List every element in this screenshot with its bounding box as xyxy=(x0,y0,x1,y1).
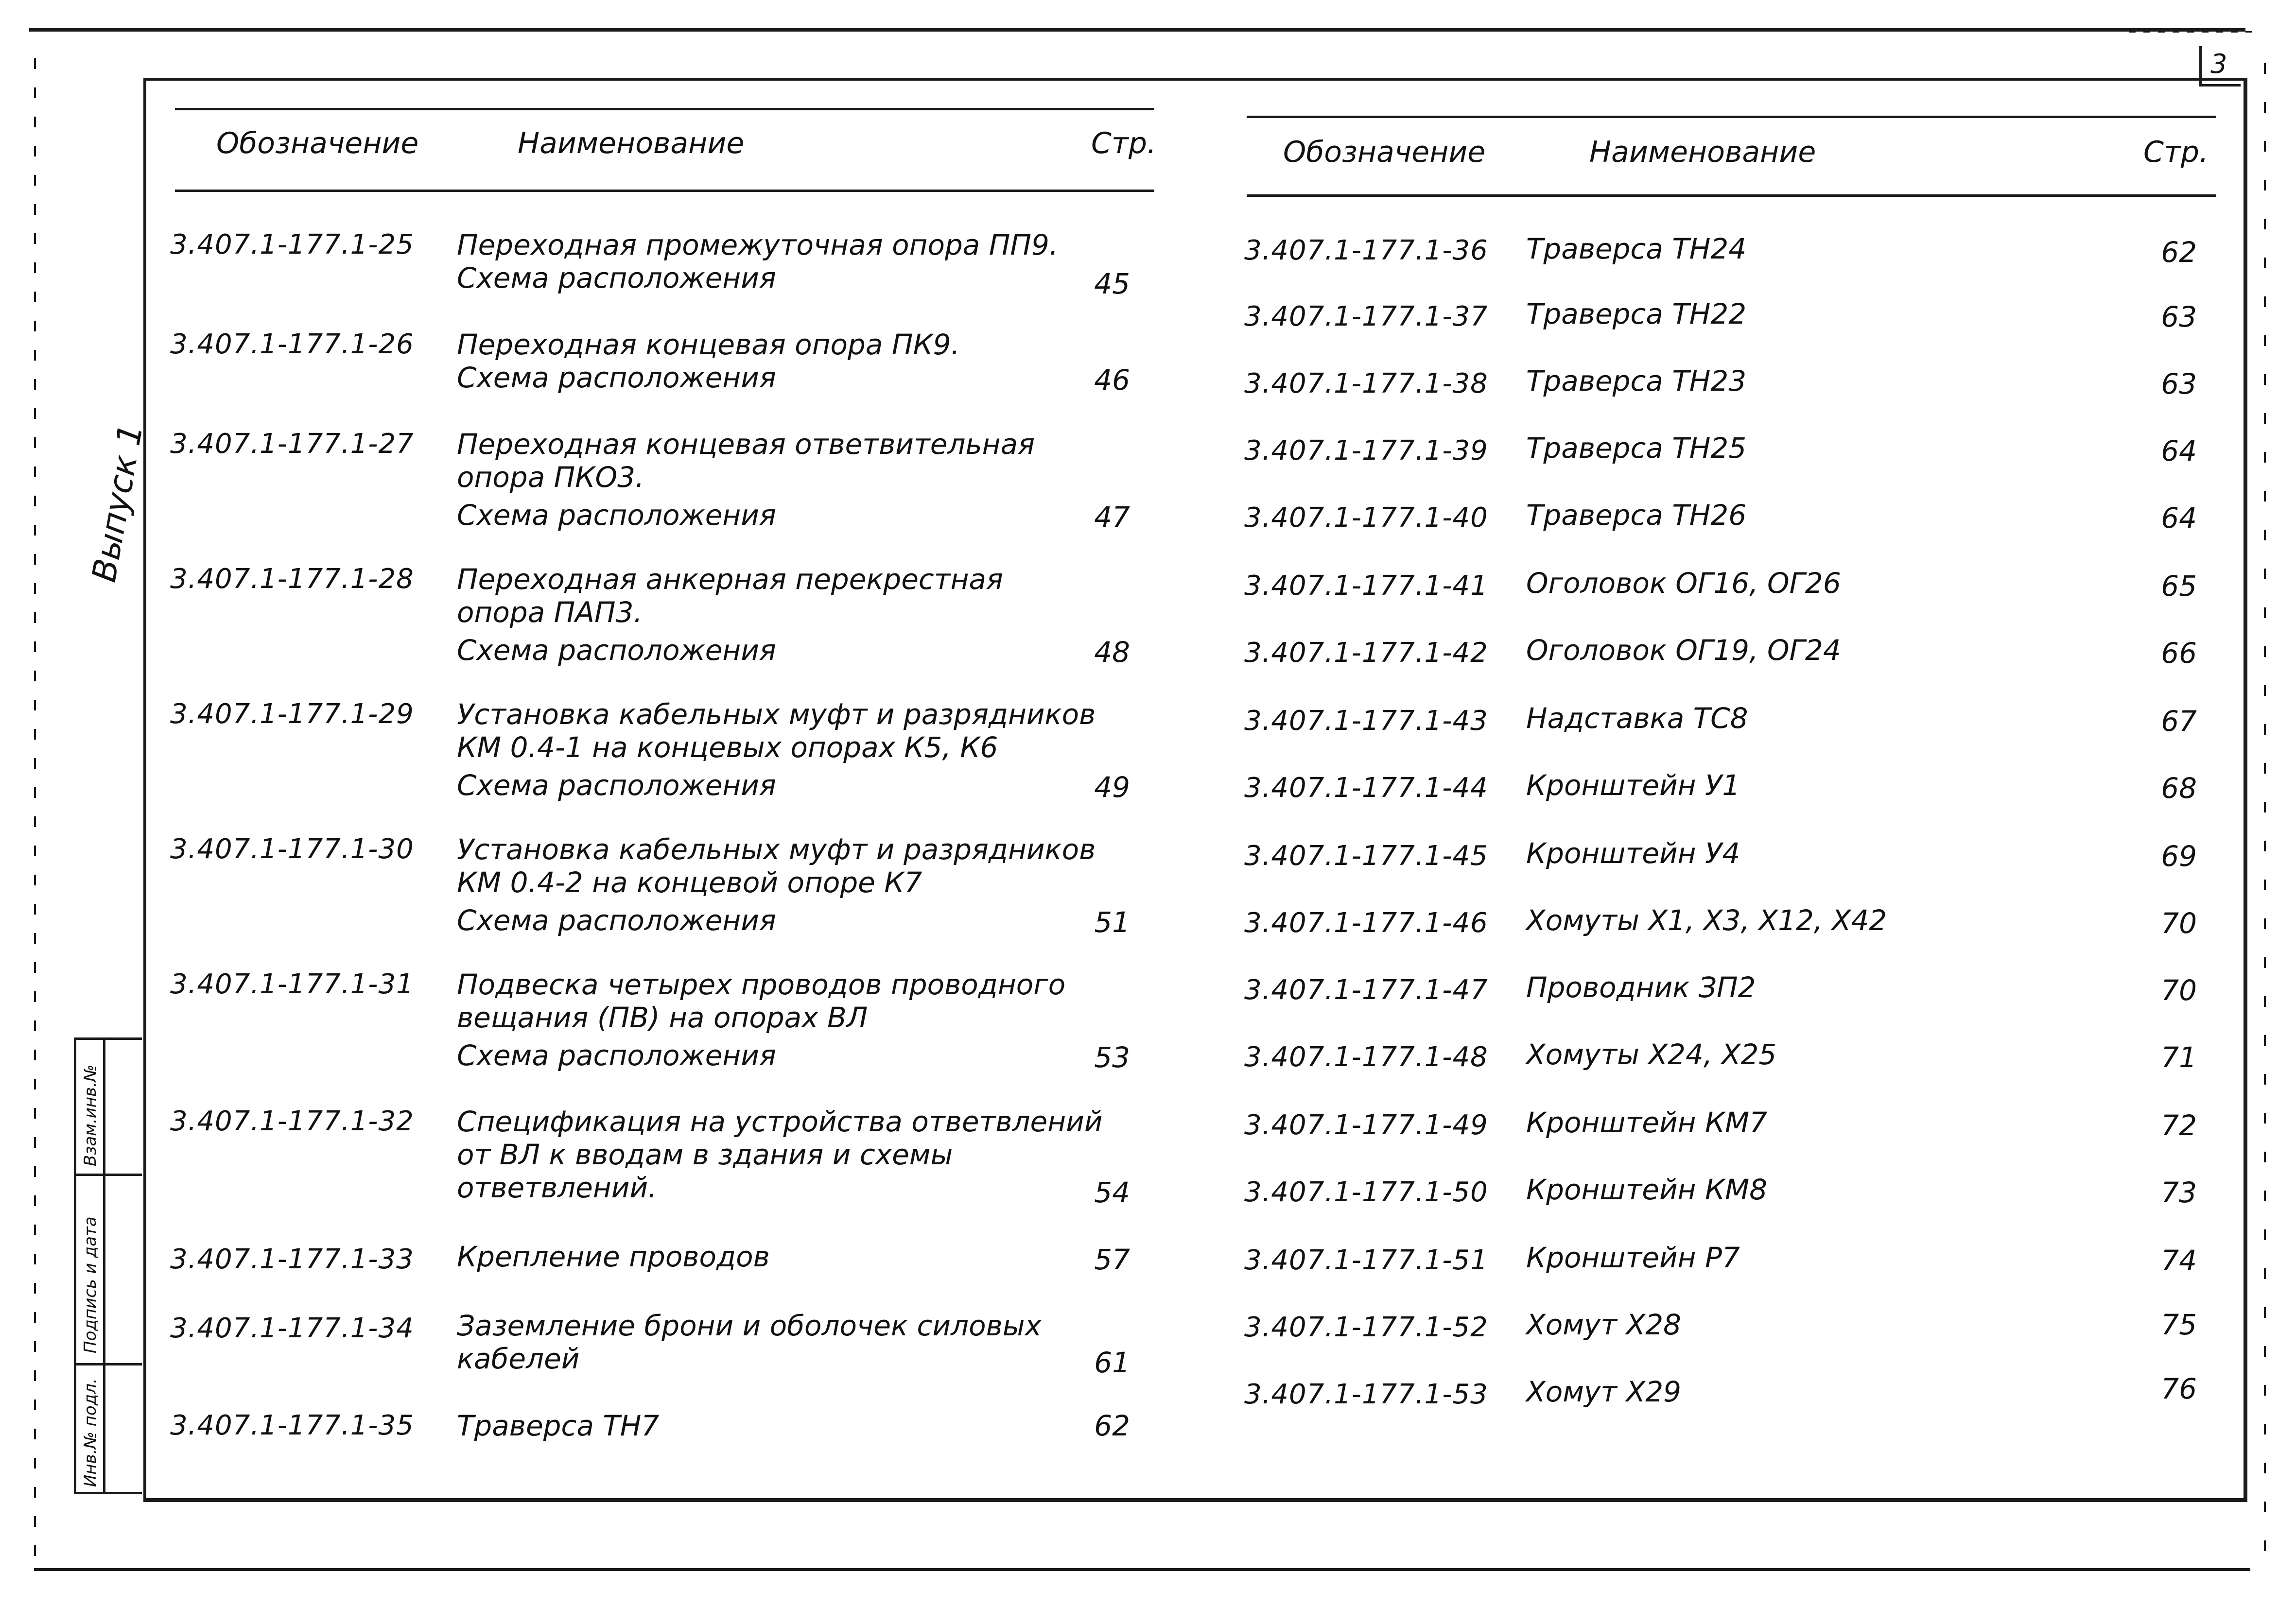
right-header-bottom-rule xyxy=(1247,194,2216,197)
table-row-name-line: Схема расположения xyxy=(457,1039,776,1072)
table-row-page: 67 xyxy=(2161,705,2197,738)
table-row-code: 3.407.1-177.1-33 xyxy=(170,1244,414,1275)
table-row-page: 57 xyxy=(1094,1243,1130,1276)
table-row-code: 3.407.1-177.1-29 xyxy=(170,698,414,730)
table-row-code: 3.407.1-177.1-41 xyxy=(1244,570,1488,602)
table-row-page: 73 xyxy=(2161,1176,2197,1209)
table-row-page: 62 xyxy=(1094,1409,1130,1442)
table-row-page: 51 xyxy=(1094,906,1130,939)
table-row-name-line: Переходная концевая ответвительная xyxy=(457,428,1035,461)
table-row-page: 63 xyxy=(2161,367,2197,400)
page-number: 3 xyxy=(2210,49,2227,79)
top-rule xyxy=(29,28,2245,32)
right-header-top-rule xyxy=(1247,116,2216,118)
table-row-code: 3.407.1-177.1-30 xyxy=(170,833,414,865)
table-row-code: 3.407.1-177.1-52 xyxy=(1244,1312,1488,1343)
table-row-page: 46 xyxy=(1094,363,1130,397)
table-row-name-line: Переходная промежуточная опора ПП9. xyxy=(457,228,1059,261)
table-row-name: Кронштейн Р7 xyxy=(1526,1241,1740,1274)
right-dashed-trim-line xyxy=(2264,63,2266,1560)
table-row-code: 3.407.1-177.1-37 xyxy=(1244,301,1488,332)
table-row-name: Оголовок ОГ19, ОГ24 xyxy=(1526,634,1841,667)
table-row-name: Кронштейн У1 xyxy=(1526,769,1740,802)
table-row-name: Надставка ТС8 xyxy=(1526,702,1748,735)
table-row-page: 64 xyxy=(2161,501,2197,535)
table-row-name-line: кабелей xyxy=(457,1342,580,1375)
table-row-page: 74 xyxy=(2161,1244,2197,1277)
table-row-name-line: Схема расположения xyxy=(457,634,776,667)
table-row-page: 47 xyxy=(1094,501,1130,534)
right-header-page: Стр. xyxy=(2143,135,2209,169)
table-row-code: 3.407.1-177.1-45 xyxy=(1244,840,1488,872)
table-row-code: 3.407.1-177.1-34 xyxy=(170,1313,414,1344)
table-row-name: Траверса ТН24 xyxy=(1526,232,1747,265)
table-row-page: 64 xyxy=(2161,434,2197,467)
table-row-name: Хомут Х29 xyxy=(1526,1375,1682,1408)
table-row-name: Траверса ТН26 xyxy=(1526,499,1747,532)
table-row-name: Хомут Х28 xyxy=(1526,1308,1682,1341)
table-row-page: 66 xyxy=(2161,637,2197,670)
table-row-name: Кронштейн У4 xyxy=(1526,837,1740,870)
table-row-code: 3.407.1-177.1-39 xyxy=(1244,435,1488,467)
table-row-name-line: КМ 0.4-1 на концевых опорах К5, К6 xyxy=(457,731,998,764)
table-row-name-line: КМ 0.4-2 на концевой опоре К7 xyxy=(457,866,922,899)
table-row-name-line: Переходная концевая опора ПК9. xyxy=(457,328,960,361)
table-row-page: 72 xyxy=(2161,1109,2197,1142)
table-row-name-line: Подвеска четырех проводов проводного xyxy=(457,968,1066,1001)
table-row-name-line: опора ПКО3. xyxy=(457,461,644,494)
table-row-page: 54 xyxy=(1094,1176,1130,1209)
table-row-name-line: Заземление брони и оболочек силовых xyxy=(457,1309,1042,1342)
table-row-code: 3.407.1-177.1-53 xyxy=(1244,1379,1488,1410)
table-row-page: 61 xyxy=(1094,1346,1130,1379)
table-row-name-line: Траверса ТН7 xyxy=(457,1409,660,1442)
table-row-name-line: Крепление проводов xyxy=(457,1240,770,1273)
table-row-page: 65 xyxy=(2161,570,2197,603)
table-row-code: 3.407.1-177.1-44 xyxy=(1244,772,1488,804)
table-row-page: 45 xyxy=(1094,267,1130,300)
table-row-code: 3.407.1-177.1-46 xyxy=(1244,907,1488,939)
table-row-page: 70 xyxy=(2161,907,2197,940)
table-row-page: 49 xyxy=(1094,771,1130,804)
table-row-code: 3.407.1-177.1-26 xyxy=(170,328,414,360)
table-row-page: 68 xyxy=(2161,772,2197,805)
table-row-name-line: Схема расположения xyxy=(457,261,776,294)
table-row-code: 3.407.1-177.1-38 xyxy=(1244,368,1488,399)
table-row-code: 3.407.1-177.1-27 xyxy=(170,428,414,460)
table-row-name: Проводник ЗП2 xyxy=(1526,971,1756,1004)
left-header-bottom-rule xyxy=(175,190,1154,192)
table-row-page: 48 xyxy=(1094,636,1130,669)
table-row-name: Оголовок ОГ16, ОГ26 xyxy=(1526,567,1841,600)
table-row-code: 3.407.1-177.1-35 xyxy=(170,1410,414,1441)
table-row-name-line: Схема расположения xyxy=(457,769,776,802)
table-row-name-line: Переходная анкерная перекрестная xyxy=(457,563,1003,596)
table-row-name: Кронштейн КМ7 xyxy=(1526,1106,1768,1139)
table-row-name: Траверса ТН25 xyxy=(1526,432,1747,465)
bottom-rule xyxy=(34,1568,2250,1571)
table-row-page: 76 xyxy=(2161,1372,2197,1405)
table-row-page: 69 xyxy=(2161,840,2197,873)
left-header-top-rule xyxy=(175,108,1154,110)
table-row-code: 3.407.1-177.1-28 xyxy=(170,563,414,595)
table-row-code: 3.407.1-177.1-50 xyxy=(1244,1176,1488,1208)
table-row-name: Хомуты Х24, Х25 xyxy=(1526,1038,1777,1071)
table-row-name-line: от ВЛ к вводам в здания и схемы xyxy=(457,1138,953,1171)
table-row-name-line: ответвлений. xyxy=(457,1171,657,1204)
left-header-name: Наименование xyxy=(518,126,745,160)
table-row-code: 3.407.1-177.1-36 xyxy=(1244,235,1488,266)
table-row-name-line: Схема расположения xyxy=(457,361,776,394)
table-row-page: 53 xyxy=(1094,1041,1130,1074)
side-stamp-strip xyxy=(74,1037,142,1494)
top-rule-dashed-extension xyxy=(2129,31,2255,33)
table-row-name-line: Установка кабельных муфт и разрядников xyxy=(457,833,1096,866)
table-row-page: 62 xyxy=(2161,236,2197,269)
stamp-label-signature: Подпись и дата xyxy=(81,1216,100,1353)
left-header-page: Стр. xyxy=(1091,126,1157,160)
table-row-code: 3.407.1-177.1-25 xyxy=(170,229,414,260)
table-row-name: Кронштейн КМ8 xyxy=(1526,1173,1768,1206)
table-row-name-line: Схема расположения xyxy=(457,904,776,937)
table-row-name-line: Схема расположения xyxy=(457,499,776,532)
table-row-page: 71 xyxy=(2161,1041,2197,1074)
table-row-name-line: Спецификация на устройства ответвлений xyxy=(457,1105,1103,1138)
table-row-page: 70 xyxy=(2161,974,2197,1007)
table-row-code: 3.407.1-177.1-42 xyxy=(1244,637,1488,669)
table-row-name-line: вещания (ПВ) на опорах ВЛ xyxy=(457,1001,868,1034)
table-row-name: Траверса ТН22 xyxy=(1526,297,1747,330)
table-row-name-line: Установка кабельных муфт и разрядников xyxy=(457,698,1096,731)
table-row-page: 63 xyxy=(2161,300,2197,333)
table-row-code: 3.407.1-177.1-40 xyxy=(1244,502,1488,534)
stamp-cell-bottom xyxy=(74,1492,142,1494)
table-row-code: 3.407.1-177.1-43 xyxy=(1244,705,1488,737)
stamp-label-replacement: Взам.инв.№ xyxy=(81,1064,100,1166)
table-row-page: 75 xyxy=(2161,1308,2197,1341)
table-row-code: 3.407.1-177.1-31 xyxy=(170,968,414,1000)
table-row-name: Хомуты Х1, Х3, Х12, Х42 xyxy=(1526,904,1887,937)
left-header-designation: Обозначение xyxy=(216,126,419,160)
table-row-name: Траверса ТН23 xyxy=(1526,364,1747,397)
table-row-code: 3.407.1-177.1-47 xyxy=(1244,974,1488,1006)
stamp-label-original: Инв.№ подл. xyxy=(81,1378,100,1487)
left-dashed-trim-line xyxy=(34,58,36,1565)
right-header-designation: Обозначение xyxy=(1283,135,1486,169)
table-row-code: 3.407.1-177.1-48 xyxy=(1244,1041,1488,1073)
table-row-name-line: опора ПАП3. xyxy=(457,596,643,629)
table-row-code: 3.407.1-177.1-49 xyxy=(1244,1109,1488,1141)
issue-label: Выпуск 1 xyxy=(85,421,151,585)
right-header-name: Наименование xyxy=(1589,135,1816,169)
table-row-code: 3.407.1-177.1-51 xyxy=(1244,1244,1488,1276)
table-row-code: 3.407.1-177.1-32 xyxy=(170,1106,414,1137)
